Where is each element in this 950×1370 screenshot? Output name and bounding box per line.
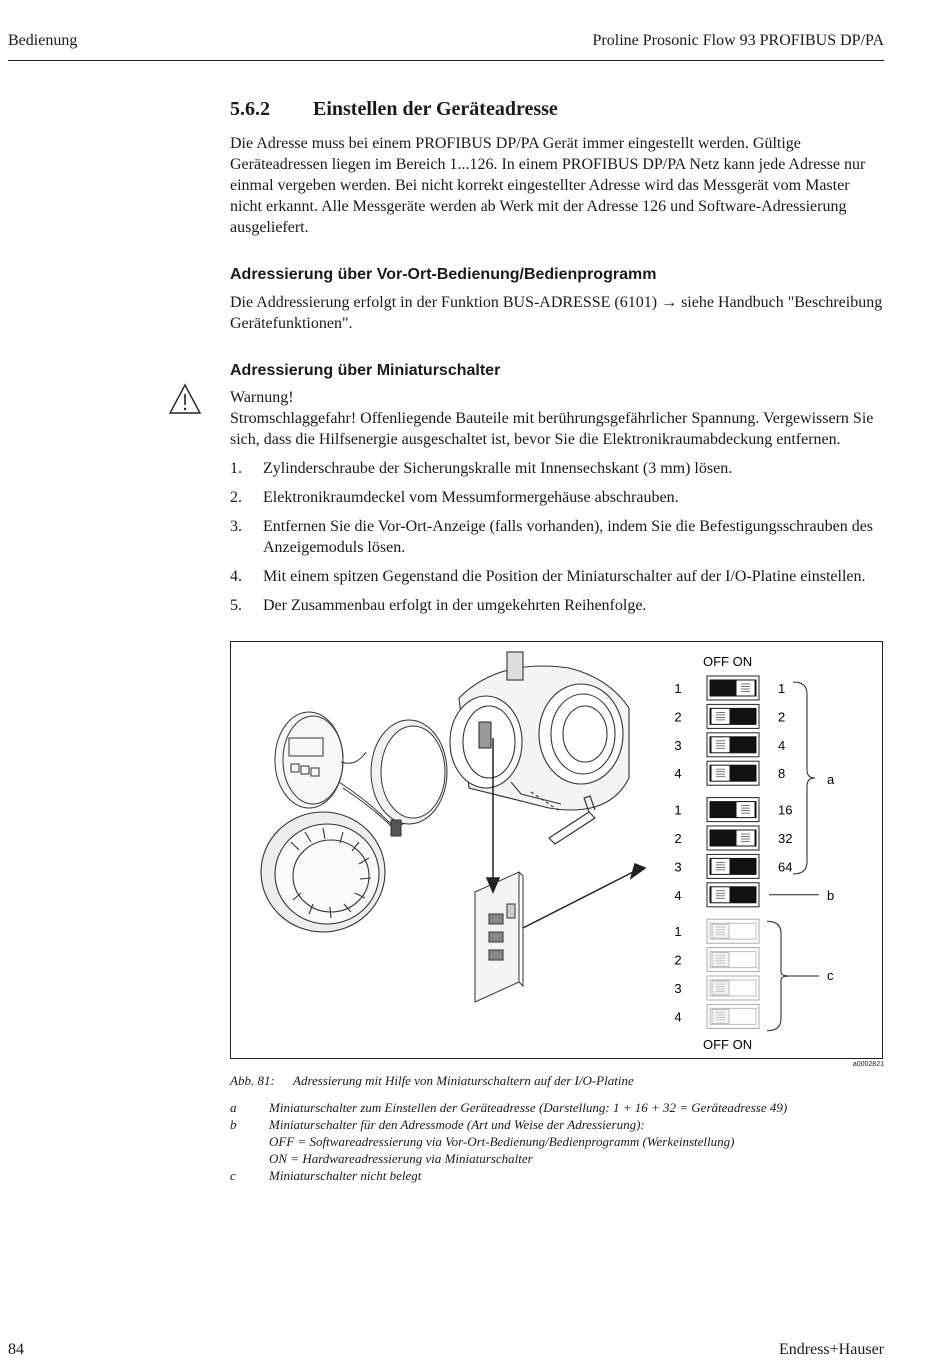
list-item	[230, 487, 885, 508]
caption-label: Abb. 81:	[230, 1073, 275, 1088]
list-item	[230, 458, 885, 479]
intro-paragraph: Die Adresse muss bei einem PROFIBUS DP/PA Gerät immer eingestellt werden. Gültige Geräteadressen liegen im Bereich 1...126. In einem PROFIBUS DP/PA Netz kann jede Adresse nur einmal vergeben werden. Bei nicht korrekt eingestellter Adresse wird das Messgerät vom Master nicht erkannt. Alle Messgeräte werden ab Werk mit der Adresse 126 und Software-Adressierung ausgeliefert.	[230, 135, 866, 236]
group-a-label: a	[827, 772, 835, 787]
list-item	[230, 566, 885, 587]
legend-text: Miniaturschalter nicht belegt	[269, 1168, 422, 1183]
subheading-local-operation: Adressierung über Vor-Ort-Bedienung/Bedienprogramm	[230, 266, 657, 283]
figure-caption	[230, 1073, 634, 1089]
main-content	[230, 98, 885, 624]
dip-switch-knob	[737, 681, 754, 695]
header-product: Proline Prosonic Flow 93 PROFIBUS DP/PA	[592, 32, 884, 49]
legend-row-b-3	[230, 1150, 830, 1167]
legend-row-b-2	[230, 1133, 830, 1150]
figure-dip-switches	[230, 641, 883, 1059]
dip-switch-knob	[712, 981, 729, 995]
dip-switch-number: 3	[674, 859, 682, 875]
legend-key	[230, 1150, 269, 1167]
dip-switch-value: 8	[778, 766, 786, 782]
off-on-label-bottom: OFF ON	[703, 1037, 753, 1052]
step-text: Der Zusammenbau erfolgt in der umgekehrten Reihenfolge.	[263, 597, 647, 614]
dip-switch-knob	[737, 803, 754, 817]
dip-switch-value: 16	[778, 802, 793, 818]
dip-switch-knob	[712, 766, 729, 780]
dip-switch-knob	[712, 1009, 729, 1023]
step-number: 4.	[230, 568, 242, 585]
legend-text: Miniaturschalter zum Einstellen der Geräteadresse (Darstellung: 1 + 16 + 32 = Geräteadresse 49)	[269, 1100, 788, 1115]
step-list	[230, 458, 885, 616]
dip-switch-knob	[712, 709, 729, 723]
list-item	[230, 516, 885, 558]
brace-a	[793, 682, 815, 874]
warning-text: Stromschlaggefahr! Offenliegende Bauteile mit berührungsgefährlicher Spannung. Vergewissern Sie sich, dass die Hilfsenergie ausgeschaltet ist, bevor Sie die Elektronikraumabdeckung entfernen.	[230, 410, 874, 448]
legend-key: c	[230, 1168, 236, 1183]
step-text: Zylinderschraube der Sicherungskralle mit Innensechskant (3 mm) lösen.	[263, 460, 733, 477]
page-number: 84	[8, 1341, 24, 1358]
dip-switch-knob	[712, 888, 729, 902]
group-c-label: c	[827, 968, 834, 983]
subheading-dip-switches: Adressierung über Miniaturschalter	[230, 362, 501, 379]
footer-brand: Endress+Hauser	[779, 1341, 884, 1358]
dip-switch-knob	[712, 924, 729, 938]
legend-row-b	[230, 1116, 830, 1133]
group-b-label: b	[827, 887, 835, 903]
brace-c	[767, 921, 819, 1031]
dip-switch-knob	[712, 738, 729, 752]
dip-switch-number: 4	[674, 887, 682, 903]
dip-switch-number: 2	[674, 952, 682, 968]
step-text: Mit einem spitzen Gegenstand die Position der Miniaturschalter auf der I/O-Platine einstellen.	[263, 568, 866, 585]
figure-id: a0002821	[852, 1061, 884, 1068]
dip-switch-value: 1	[778, 681, 786, 696]
warning-triangle-icon	[168, 383, 202, 415]
legend-text: OFF = Softwareadressierung via Vor-Ort-Bedienung/Bedienprogramm (Werkeinstellung)	[269, 1134, 735, 1149]
legend-key: b	[230, 1117, 237, 1132]
dip-switch-knob	[712, 859, 729, 873]
legend-row-a	[230, 1099, 830, 1116]
step-text: Entfernen Sie die Vor-Ort-Anzeige (falls vorhanden), indem Sie die Befestigungsschrauben des Anzeigemoduls lösen.	[263, 518, 874, 556]
dip-switch-number: 1	[674, 924, 682, 940]
legend-key	[230, 1133, 269, 1150]
section-heading	[230, 98, 885, 121]
step-number: 1.	[230, 460, 242, 477]
dip-switch-knob	[737, 831, 754, 845]
dip-switch-number: 4	[674, 766, 682, 782]
section-title: Einstellen der Geräteadresse	[313, 98, 558, 120]
step-text: Elektronikraumdeckel vom Messumformergehäuse abschrauben.	[263, 489, 679, 506]
dip-switch-value: 64	[778, 859, 793, 875]
warning-title: Warnung!	[230, 389, 294, 406]
header-rule	[8, 60, 884, 61]
local-operation-paragraph: Die Addressierung erfolgt in der Funktion BUS-ADRESSE (6101) → siehe Handbuch "Beschreibung Gerätefunktionen".	[230, 294, 883, 332]
step-number: 5.	[230, 597, 242, 614]
step-number: 2.	[230, 489, 242, 506]
dip-switch-number: 4	[674, 1009, 682, 1025]
dip-switch-value: 32	[778, 831, 793, 846]
legend-key: a	[230, 1100, 237, 1115]
legend-text: ON = Hardwareadressierung via Miniaturschalter	[269, 1151, 533, 1166]
dip-switch-number: 2	[674, 831, 682, 846]
dip-switch-panel	[231, 642, 882, 1058]
caption-text: Adressierung mit Hilfe von Miniaturschaltern auf der I/O-Platine	[293, 1073, 634, 1088]
dip-switch-number: 3	[674, 981, 682, 996]
dip-switch-value: 2	[778, 709, 786, 725]
section-number: 5.6.2	[230, 98, 270, 120]
dip-switch-number: 1	[674, 802, 682, 818]
legend-row-c	[230, 1167, 830, 1184]
header-chapter: Bedienung	[8, 32, 78, 49]
dip-switch-number: 3	[674, 737, 682, 753]
figure-legend	[230, 1099, 830, 1184]
dip-switch-knob	[712, 953, 729, 967]
list-item	[230, 595, 885, 616]
dip-switch-number: 1	[674, 681, 682, 696]
dip-switch-value: 4	[778, 737, 786, 753]
step-number: 3.	[230, 518, 242, 535]
warning-block	[230, 387, 885, 450]
legend-text: Miniaturschalter für den Adressmode (Art und Weise der Adressierung):	[269, 1117, 645, 1132]
dip-switch-number: 2	[674, 709, 682, 725]
off-on-label-top: OFF ON	[703, 654, 753, 669]
